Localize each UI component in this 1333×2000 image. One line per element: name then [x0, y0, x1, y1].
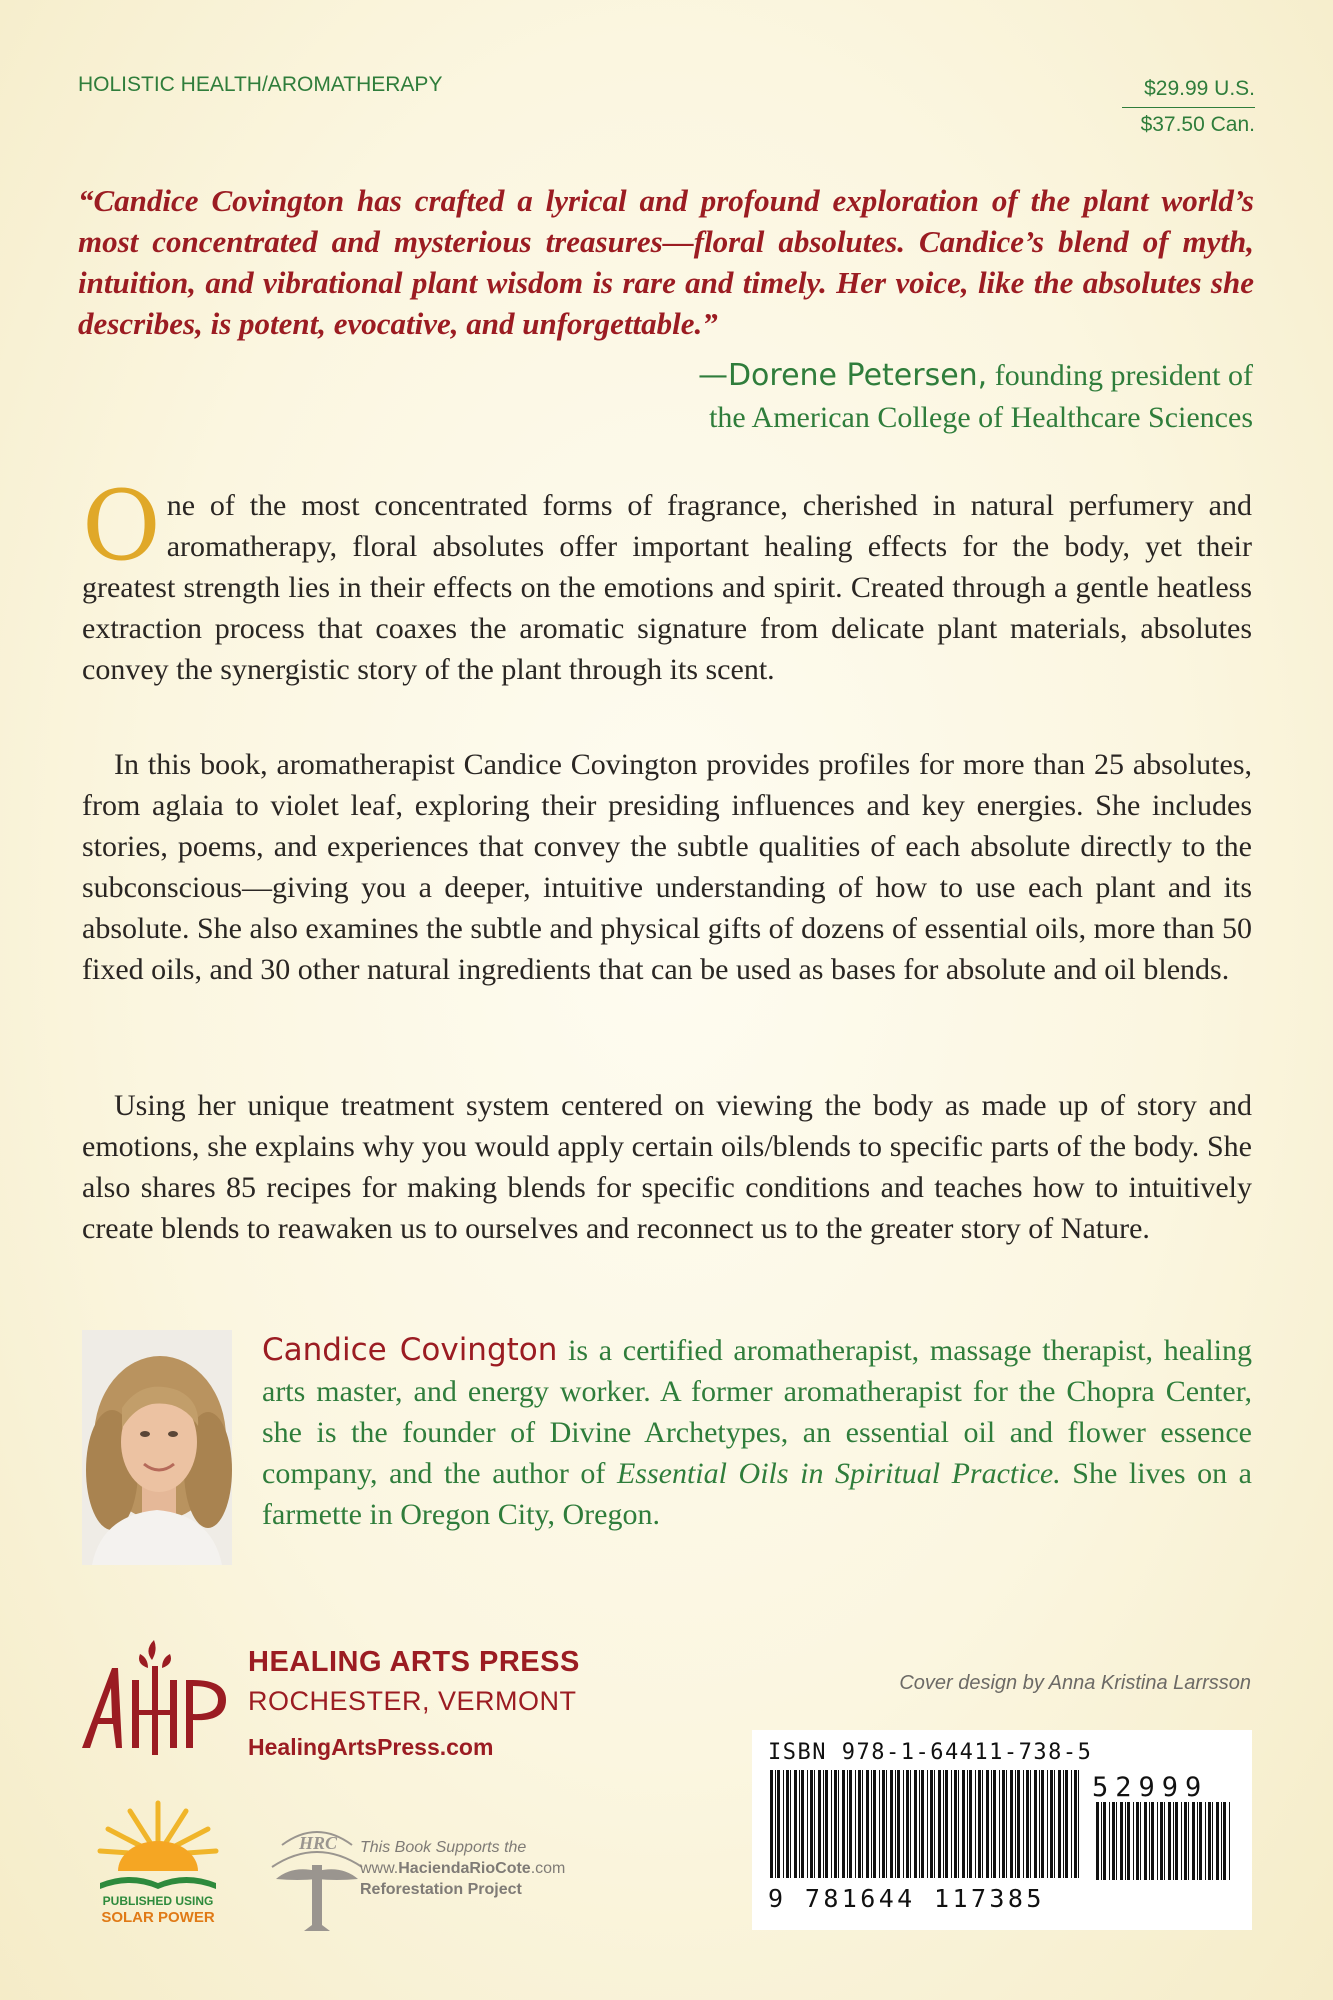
price-block: [1122, 72, 1255, 142]
endorser-role-line-1: founding president of: [994, 359, 1253, 392]
author-photo: [82, 1330, 232, 1565]
cover-design-credit: Cover design by Anna Kristina Larrsson: [899, 1672, 1251, 1694]
solar-badge-line-2: SOLAR POWER: [101, 1909, 215, 1925]
category-label: HOLISTIC HEALTH/AROMATHERAPY: [78, 73, 443, 96]
endorsement-attribution: [698, 355, 1253, 439]
author-bio-text-1: is a certified aromatherapist, massage therapist, healing arts master, and energy worker. A former aromatherapist for the Chopra Center, she is the founder of Divine Archetypes, an essential oil and flower essence company, and the author of: [262, 1334, 1252, 1490]
publisher-name: HEALING ARTS PRESS: [248, 1646, 580, 1678]
hrc-logo-text: HRC: [298, 1833, 338, 1853]
endorser-role-line-2: the American College of Healthcare Sciences: [709, 401, 1253, 434]
author-bio: [262, 1330, 1252, 1535]
description-paragraph-1: [82, 470, 1252, 690]
author-bio-text-2: She lives on a farmette in Oregon City, Oregon.: [262, 1457, 1252, 1531]
author-book-title: Essential Oils in Spiritual Practice.: [616, 1457, 1061, 1490]
publisher-city: ROCHESTER, VERMONT: [248, 1686, 577, 1716]
endorsement-quote: “Candice Covington has crafted a lyrical and profound exploration of the plant world’s most concentrated and mysterious treasures—floral absolutes. Candice’s blend of myth, intuition, and vibrational plant wisdom is rare and timely. Her voice, like the absolutes she describes, is potent, evocative, and unforgettable.”: [78, 183, 1254, 341]
publisher-url[interactable]: HealingArtsPress.com: [248, 1734, 494, 1760]
support-line-3: Reforestation Project: [360, 1881, 522, 1898]
endorser-name: —Dorene Petersen,: [697, 358, 988, 393]
isbn-barcode: [768, 1770, 1088, 1878]
price-us: $29.99 U.S.: [1122, 72, 1255, 108]
solar-power-badge: [78, 1793, 238, 1925]
support-line-2: www.HaciendaRioCote.com: [360, 1860, 566, 1877]
publisher-logo: [78, 1640, 238, 1755]
support-line-1: This Book Supports the: [360, 1839, 527, 1856]
drop-cap: O: [82, 470, 161, 582]
ean-digits: 9 781644 117385: [768, 1884, 1045, 1913]
solar-badge-line-1: PUBLISHED USING: [102, 1894, 214, 1908]
description-paragraph-3: Using her unique treatment system centered on viewing the body as made up of story and emotions, she explains why you would apply certain oils/blends to specific parts of the body. She also shares 85 recipes for making blends for specific conditions and teaches how to intuitively create blends to reawaken us to ourselves and reconnect us to the greater story of Nature.: [82, 1089, 1252, 1245]
description-paragraph-1-text: ne of the most concentrated forms of fragrance, cherished in natural perfumery and aromatherapy, floral absolutes offer important healing effects for the body, yet their greatest strength lies in their effects on the emotions and spirit. Created through a gentle heatless extraction process that coaxes the aromatic signature from delicate plant materials, absolutes convey the synergistic story of the plant through its scent.: [82, 489, 1252, 686]
price-barcode-digits: 52999: [1092, 1772, 1209, 1803]
author-name: Candice Covington: [262, 1332, 558, 1368]
price-can: $37.50 Can.: [1140, 113, 1255, 136]
isbn-number: ISBN 978-1-64411-738-5: [768, 1740, 1093, 1765]
price-barcode: [1094, 1802, 1238, 1880]
hrc-logo: [262, 1815, 372, 1933]
reforestation-note: [360, 1837, 565, 1900]
description-paragraph-2: In this book, aromatherapist Candice Covington provides profiles for more than 25 absolutes, from aglaia to violet leaf, exploring their presiding influences and key energies. She includes stories, poems, and experiences that convey the subtle qualities of each absolute directly to the subconscious—giving you a deeper, intuitive understanding of how to use each plant and its absolute. She also examines the subtle and physical gifts of dozens of essential oils, more than 50 fixed oils, and 30 other natural ingredients that can be used as bases for absolute and oil blends.: [82, 748, 1252, 986]
